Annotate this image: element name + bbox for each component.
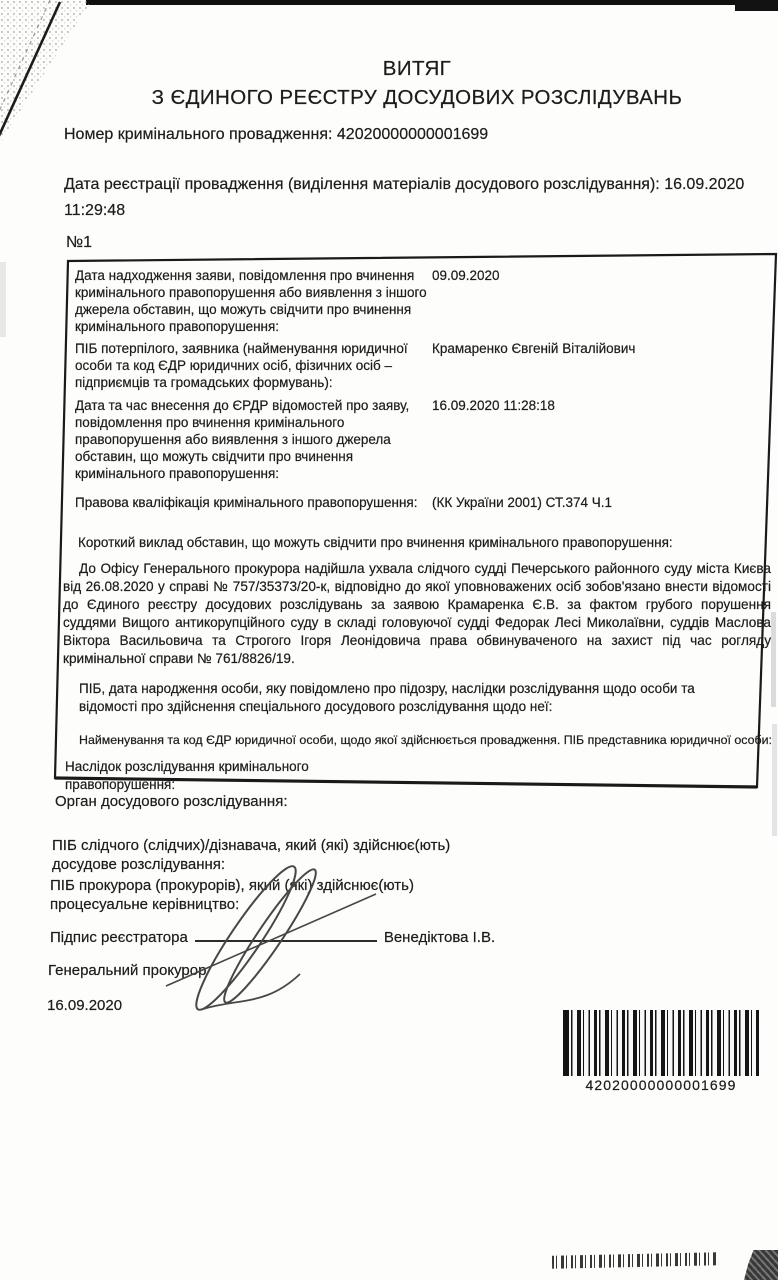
summary-label: Короткий виклад обставин, що можуть свідчити про вчинення кримінального правопорушення:: [78, 535, 673, 550]
row-label: Дата надходження заяви, повідомлення про вчинення кримінального правопорушення або виявлення з іншого джерела обставин, що можуть свідчити про вчинення кримінального правопорушення:: [75, 268, 427, 334]
registration-date-value: 16.09.2020 11:29:48: [64, 176, 745, 219]
page-corner-artifact: [744, 1250, 778, 1280]
row-value: Крамаренко Євгеній Віталійович: [432, 341, 636, 356]
row-label: Правова кваліфікація кримінального правопорушення:: [75, 495, 418, 510]
registrar-name: Венедіктова І.В.: [383, 929, 496, 946]
row-value: 09.09.2020: [432, 268, 500, 283]
registrar-signature-label: Підпис реєстратора: [50, 929, 188, 946]
row-label: ПІБ потерпілого, заявника (найменування юридичної особи та код ЄДР юридичних осіб, фізичних осіб – підприємців та громадських формувань):: [75, 341, 408, 390]
outcome-label: Наслідок розслідування кримінального правопорушення:: [65, 759, 309, 792]
bottom-barcode-strip-artifact: [552, 1252, 718, 1268]
case-number-line: [64, 126, 488, 144]
title-line-2: З ЄДИНОГО РЕЄСТРУ ДОСУДОВИХ РОЗСЛІДУВАНЬ: [151, 86, 683, 109]
case-number-label: Номер кримінального провадження:: [64, 126, 333, 143]
row-value: 16.09.2020 11:28:18: [432, 398, 555, 413]
registrar-title: Генеральний прокурор: [48, 962, 207, 979]
registration-date-line: [64, 172, 770, 224]
legal-entity-label: Найменування та код ЄДР юридичної особи, щодо якої здійснюється провадження. ПІБ представника юридичної особи:: [79, 733, 772, 747]
title-line-1: ВИТЯГ: [382, 57, 452, 80]
row-label: Дата та час внесення до ЄРДР відомостей про заяву, повідомлення про вчинення кримінального правопорушення або виявлення з іншого джерела обставин, що можуть свідчити про вчинення кримінального правопорушення:: [75, 398, 410, 481]
document-title: [64, 54, 770, 112]
record-table: [63, 267, 772, 794]
investigator-label: ПІБ слідчого (слідчих)/дізнавача, який (які) здійснює(ють) досудове розслідування:: [52, 837, 451, 873]
barcode: [563, 1010, 759, 1093]
scan-top-edge-artifact: [735, 0, 778, 11]
investigation-body-label: Орган досудового розслідування:: [55, 793, 288, 810]
document-date: 16.09.2020: [47, 997, 123, 1014]
scan-top-edge-artifact: [86, 0, 778, 5]
barcode-bars: [563, 1010, 759, 1076]
table-row: [75, 340, 763, 391]
table-row: [75, 494, 763, 511]
table-row: [75, 267, 763, 335]
barcode-number: 42020000000001699: [585, 1077, 737, 1093]
signature-scrawl: [148, 846, 388, 1018]
registration-date-label: Дата реєстрації провадження (виділення матеріалів досудового розслідування):: [64, 176, 660, 193]
table-row: [75, 397, 763, 482]
case-number-value: 42020000000001699: [336, 126, 489, 143]
summary-text: До Офісу Генерального прокурора надійшла ухвала слідчого судді Печерського районного суду міста Києва від 26.08.2020 у справі № 757/35373/20-к, відповідно до якої уповноважених осіб зобов'язано внести відомості до Єдиного реєстру досудових розслідувань за заявою Крамаренка Є.В. за фактом грубого порушення суддями Вищого антикорупційного суду в складі головуючої судді Федорак Лесі Миколаївни, суддів Маслова Віктора Васильовича та Строгого Ігоря Леонідовича права обвинуваченого на захист під час рогляду кримінальної справи № 761/8826/19.: [63, 561, 771, 666]
record-number: №1: [66, 234, 93, 251]
row-value: (КК України 2001) СТ.374 Ч.1: [432, 495, 612, 510]
suspect-label: ПІБ, дата народження особи, яку повідомлено про підозру, наслідки розслідування щодо особи та відомості про здійснення спеціального досудового розслідування щодо неї:: [79, 681, 695, 714]
prosecutor-label: ПІБ прокурора (прокурорів), який (які) здійснює(ють) процесуальне керівництво:: [50, 877, 414, 913]
scan-streak: [0, 262, 6, 337]
